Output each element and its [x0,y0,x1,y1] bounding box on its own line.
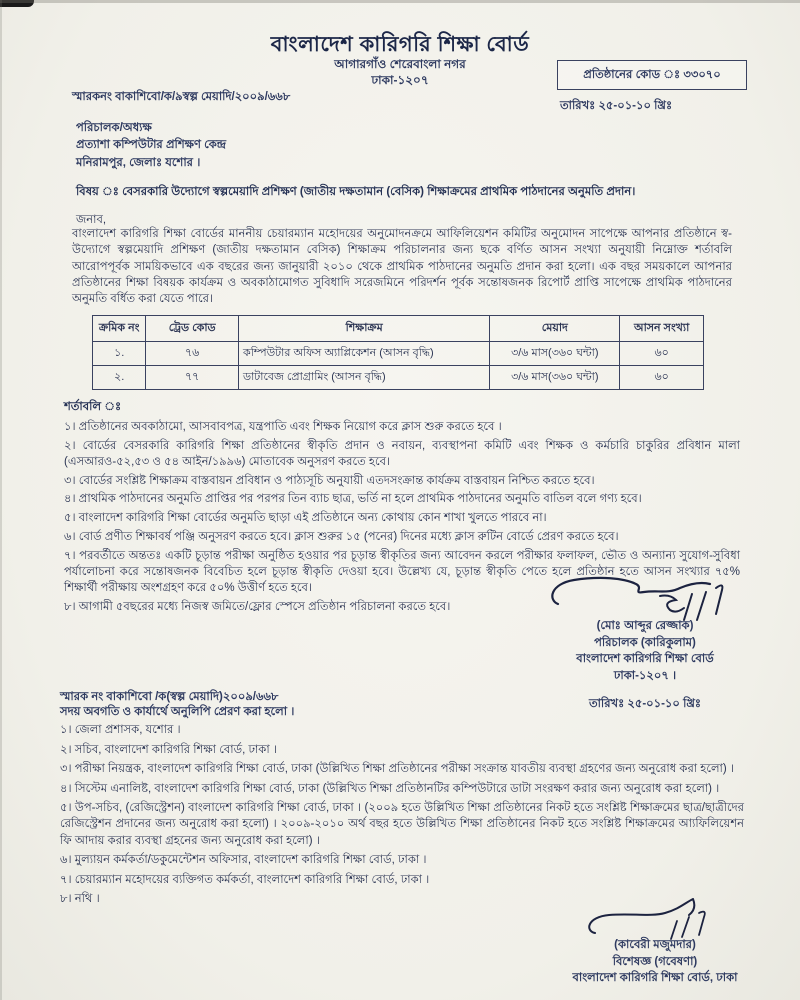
condition-item: ৮। আগামী ৫বছরের মধ্যে নিজস্ব জমিতে/ফ্লোর স্পেসে প্রতিষ্ঠান পরিচালনা করতে হবে। [64,600,451,613]
addressee-designation: পরিচালক/অধ্যক্ষ [76,122,152,134]
institution-code-box: প্রতিষ্ঠানের কোড ঃ ৩৩০৭০ [557,60,747,90]
scan-edge [0,0,2,1000]
cell-duration: ৩/৬ মাস(৩৬০ ঘন্টা) [490,366,620,390]
signatory-title: বিশেষজ্ঞ (গবেষণা) [612,955,698,968]
condition-item: ৫। বাংলাদেশ কারিগরি শিক্ষা বোর্ডের অনুমতি ছাড়া এই প্রতিষ্ঠানে অন্য কোথায় কোন শাখা খুলতে পারবে না। [64,512,547,525]
condition-item: ৪। প্রাথমিক পাঠদানের অনুমতি প্রাপ্তির পর পরপর তিন ব্যাচ ছাত্র, ভর্তি না হলে প্রাথমিক পাঠদানের অনুমতি বাতিল বলে গণ্য হবে। [64,493,642,506]
copy-item: ১। জেলা প্রশাসক, যশোর । [60,724,181,736]
signatory-title: পরিচালক (কারিকুলাম) [594,636,696,649]
copy-item: ৩। পরীক্ষা নিয়ন্ত্রক, বাংলাদেশ কারিগরি শিক্ষা বোর্ড, ঢাকা (উল্লিখিত শিক্ষা প্রতিষ্ঠানের পরীক্ষা সংক্রান্ত যাবতীয় ব্যবস্থা গ্রহণের জন্য অনুরোধ করা হলো) । [60,763,735,776]
addressee-location: মনিরামপুর, জেলাঃ যশোর । [76,156,201,169]
copy-item: ২। সচিব, বাংলাদেশ কারিগরি শিক্ষা বোর্ড, ঢাকা । [60,743,277,756]
copy-item: ৭। চেয়ারম্যান মহোদয়ের ব্যক্তিগত কর্মকর্তা, বাংলাদেশ কারিগরি শিক্ষা বোর্ড, ঢাকা । [60,873,430,886]
body-paragraph: বাংলাদেশ কারিগরি শিক্ষা বোর্ডের মাননীয় চেয়ারম্যান মহোদয়ের অনুমোদনক্রমে আফিলিয়েশন কমিটির অনুমোদন সাপেক্ষে আপনার প্রতিষ্ঠানে স্ব-উদ্যোগে স্বল্পমেয়াদি প্রশিক্ষণ (জাতীয় দক্ষতামান বেসিক) শিক্ষাক্রম পরিচালনার জন্য ছকে বর্ণিত আসন সংখ্যা অনুযায়ী নিম্নোক্ত শর্তাবলি আরোপপূর্বক সাময়িকভাবে এক বছরের জন্য জানুয়ারী ২০১০ থেকে প্রাথমিক পাঠদানের অনুমতি প্রদান করা হলো। এক বছর সময়কালে আপনার প্রতিষ্ঠানের শিক্ষা বিষয়ক কার্যক্রম ও অবকাঠামোগত সুবিধাদি সরেজমিনে পরিদর্শন পূর্বক সন্তোষজনক রিপোর্ট প্রাপ্তি সাপেক্ষে প্রাথমিক পাঠদানের অনুমতি বর্ধিত করা যেতে পারে। [72,228,732,306]
copy-item: ৪। সিস্টেম এনালিষ্ট, বাংলাদেশ কারিগরি শিক্ষা বোর্ড, ঢাকা (উল্লিখিত শিক্ষা প্রতিষ্ঠানটির কম্পিউটারে ডাটা সংরক্ষণ করার জন্য অনুরোধ করা হলো) । [60,782,720,795]
condition-item: ৩। বোর্ডের সংশ্লিষ্ট শিক্ষাক্রম বাস্তবায়ন প্রবিধান ও পাঠ্যসূচি অনুযায়ী এতদসংক্রান্ত কার্যক্রম বাস্তবায়ন নিশ্চিত করতে হবে। [64,474,595,487]
org-address-line1: আগারগাঁও শেরেবাংলা নগর [334,57,466,71]
memo-number-copy: স্মারক নং বাকাশিবো /ক(স্বল্প মেয়াদি)২০০৯/৬৬৮ [60,691,279,703]
signature-block-director [520,570,770,714]
cell-duration: ৩/৬ মাস(৩৬০ ঘন্টা) [490,342,620,366]
signature-block-specialist [540,893,770,987]
org-address-line2: ঢাকা-১২০৭ [371,73,429,87]
header-duration: মেয়াদ [490,316,620,342]
letter-date: তারিখঃ ২৫-০১-১০ খ্রিঃ [560,100,673,112]
condition-item: ১। প্রতিষ্ঠানের অবকাঠামো, আসবাবপত্র, যন্ত্রপাতি এবং শিক্ষক নিয়োগ করে ক্লাস শুরু করতে হবে । [64,421,502,433]
condition-item: ২। বোর্ডের বেসরকারি কারিগরি শিক্ষা প্রতিষ্ঠানের স্বীকৃতি প্রদান ও নবায়ন, ব্যবস্থাপনা কমিটি এবং শিক্ষক ও কর্মচারি চাকুরির প্রবিধান মালা (এসআরও-৫২,৫৩ ও ৫৪ আইন/১৯৯৬) মোতাবেক অনুসরণ করতে হবে। [64,439,740,468]
addressee-block [76,120,226,172]
conditions-heading: শর্তাবলি ঃ [64,401,122,413]
condition-item: ৭। পরবর্তীতে অন্ততঃ একটি চূড়ান্ত পরীক্ষা অনুষ্ঠিত হওয়ার পর চূড়ান্ত স্বীকৃতির জন্য আবেদন করলে পরীক্ষার ফলাফল, ভৌত ও অন্যান্য সুযোগ-সুবিধা পর্যালোচনা করে সন্তোষজনক বিবেচিত হলে চূড়ান্ত স্বীকৃতি দেওয়া হবে। উল্লেখ্য যে, চূড়ান্ত স্বীকৃতি পেতে হলে প্রতিষ্ঠান হতে আসন সংখ্যার ৭৫% শিক্ষার্থী পরীক্ষায় অংশগ্রহণ করে ৫০% উত্তীর্ণ হতে হবে। [64,550,740,594]
header-curriculum: শিক্ষাক্রম [239,316,490,342]
copy-item: ৬। মুল্যায়ন কর্মকর্তা/ডকুমেন্টেশন অফিসার, বাংলাদেশ কারিগরি শিক্ষা বোর্ড, ঢাকা । [60,854,427,867]
scan-edge [0,0,800,3]
table-row [93,342,704,366]
signatory-name: (মোঃ আব্দুর রেজ্জাক) [596,620,694,632]
handwritten-signature [565,893,745,943]
signature-date: তারিখঃ ২৫-০১-১০ খ্রিঃ [588,697,702,710]
header-trade-code: ট্রেড কোড [146,316,239,342]
signatory-org: বাংলাদেশ কারিগরি শিক্ষা বোর্ড [576,653,714,666]
header-serial: ক্রমিক নং [93,316,146,342]
cell-curriculum: কম্পিউটার অফিস অ্যাপ্লিকেশন (আসন বৃদ্ধি) [239,342,490,366]
cell-trade-code: ৭৬ [146,342,239,366]
cell-serial: ২. [93,366,146,390]
condition-item: ৬। বোর্ড প্রণীত শিক্ষাবর্ষ পঞ্জি অনুসরণ করতে হবে। ক্লাস শুরুর ১৫ (পনের) দিনের মধ্যে ক্লাস রুটিন বোর্ডে প্রেরণ করতে হবে। [64,531,619,544]
copy-item: ৮। নথি । [60,893,100,906]
handwritten-signature [540,570,750,622]
copies-list [60,722,744,911]
copies-intro: সদয় অবগতি ও কার্যার্থে অনুলিপি প্রেরণ করা হলো । [60,706,295,718]
cell-curriculum: ডাটাবেজ প্রোগ্রামিং (আসন বৃদ্ধি) [239,366,490,390]
memo-number: স্মারকনং বাকাশিবো/ক/৯স্বল্প মেয়াদি/২০০৯/৬৬৮ [72,91,291,103]
subject-line: বিষয় ঃ বেসরকারি উদ্যোগে স্বল্পমেয়াদি প্রশিক্ষণ (জাতীয় দক্ষতামান (বেসিক) শিক্ষাক্রমের প্রাথমিক পাঠদানের অনুমতি প্রদান। [76,186,636,198]
signatory-place: ঢাকা-১২০৭ । [613,670,677,683]
signatory-name: (কাবেরী মজুমদার) [614,939,696,951]
cell-serial: ১. [93,342,146,366]
addressee-institution: প্রত্যাশা কম্পিউটার প্রশিক্ষণ কেন্দ্র [76,139,227,152]
salutation: জনাব, [76,214,107,226]
cell-trade-code: ৭৭ [146,366,239,390]
table-header-row [93,316,704,342]
cell-seats: ৬০ [620,366,704,390]
course-table [92,315,704,390]
org-title: বাংলাদেশ কারিগরি শিক্ষা বোর্ড [270,33,530,56]
copy-item: ৫। উপ-সচিব, (রেজিস্ট্রেশন) বাংলাদেশ কারিগরি শিক্ষা বোর্ড, ঢাকা । (২০০৯ হতে উল্লিখিত শিক্ষা প্রতিষ্ঠানের নিকট হতে সংশ্লিষ্ট শিক্ষাক্রমের ছাত্র/ছাত্রীদের রেজিস্ট্রেশন প্রদানের জন্য অনুরোধ করা হলো) । ২০০৯-২০১০ অর্থ বছর হতে উল্লিখিত শিক্ষা প্রতিষ্ঠানের নিকট হতে সংশ্লিষ্ট শিক্ষাক্রমের আ্যফিলিয়েশন ফি আদায় করার ব্যবস্থা গ্রহনের জন্য অনুরোধ করা হলো) । [60,802,744,847]
table-row [93,366,704,390]
header-seats: আসন সংখ্যা [620,316,704,342]
signatory-org: বাংলাদেশ কারিগরি শিক্ষা বোর্ড, ঢাকা [572,972,738,985]
cell-seats: ৬০ [620,342,704,366]
